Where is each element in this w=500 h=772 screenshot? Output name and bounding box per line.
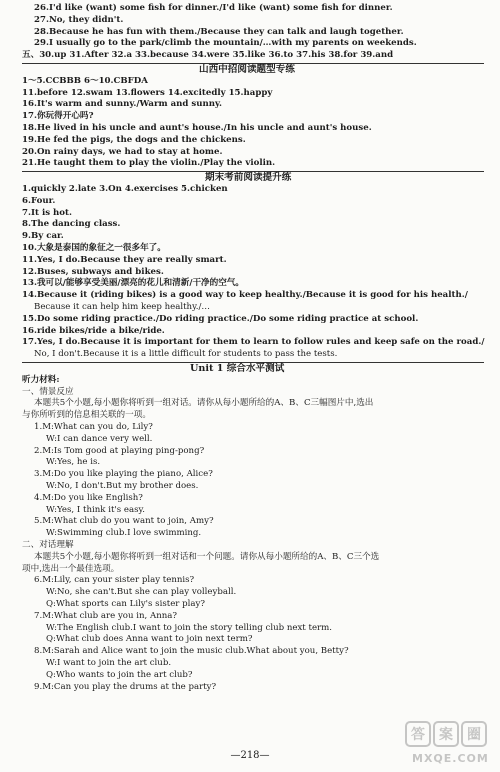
dialogue-line: 7.M:What club are you in, Anna? [34,610,177,621]
instruction-line: 本题共5个小题,每小题你将听到一组对话和一个问题。请你从每小题所给的A、B、C三个选 [34,551,380,562]
dialogue-line: 9.M:Can you play the drums at the party? [34,681,217,692]
answer-line: 1～5.CCBBB 6～10.CBFDA [22,75,148,86]
answer-line: 6.Four. [22,195,56,206]
answer-line: 五、30.up 31.After 32.a 33.because 34.were 35.like 36.to 37.his 38.for 39.and [22,50,394,61]
answer-line: 14.Because it (riding bikes) is a good way to keep healthy./Because it is good for his health./ [22,290,468,301]
part-heading: 二、对话理解 [22,540,74,550]
answer-line: 26.I'd like (want) some fish for dinner./I'd like (want) some fish for dinner. [34,3,393,13]
answer-line: 27.No, they didn't. [34,14,124,25]
answer-line: Because it can help him keep healthy./… [34,302,211,312]
answer-line: 13.我可以/能够享受美丽/漂亮的花儿和清新/干净的空气。 [22,278,245,289]
dialogue-line: 5.M:What club do you want to join, Amy? [34,516,214,527]
section-heading: 山西中招阅读题型专练 [199,64,295,75]
instruction-line: 本题共5个小题,每小题你将听到一组对话。请你从每小题所给的A、B、C三幅图片中,选出 [34,398,374,409]
svg-text:圈: 圈 [467,727,481,743]
answer-line: No, I don't.Because it is a little difficult for students to pass the tests. [34,349,338,360]
dialogue-line: 2.M:Is Tom good at playing ping-pong? [34,445,205,456]
instruction-line: 与你所听到的信息相关联的一项。 [22,410,151,421]
answer-line: 20.On rainy days, we had to stay at home. [22,146,223,157]
answer-line: 16.It's warm and sunny./Warm and sunny. [22,99,222,110]
dialogue-line: W:The English club.I want to join the story telling club next term. [46,622,333,633]
answer-line: 28.Because he has fun with them./Because they can talk and laugh together. [34,26,404,37]
answer-line: 9.By car. [22,231,64,242]
listening-label: 听力材料: [22,374,60,385]
dialogue-line: Q:What sports can Lily's sister play? [46,599,205,609]
answer-line: 21.He taught them to play the violin./Play the violin. [22,158,276,169]
answer-line: 17.你玩得开心吗? [22,111,94,122]
answer-line: 16.ride bikes/ride a bike/ride. [22,325,165,336]
svg-text:答: 答 [411,727,425,743]
dialogue-line: 1.M:What can you do, Lily? [34,422,153,432]
answer-line: 10.大象是泰国的象征之一很多年了。 [22,243,166,253]
dialogue-line: W:Yes, I think it's easy. [46,504,145,515]
dialogue-line: W:Swimming club.I love swimming. [46,528,202,539]
section-heading: 期末考前阅读提升练 [205,172,292,184]
dialogue-line: W:I want to join the art club. [46,658,172,668]
dialogue-line: W:No, I don't.But my brother does. [46,481,199,491]
instruction-line: 项中,选出一个最佳选项。 [22,563,120,574]
page-number: —218— [230,750,270,761]
answer-line: 17.Yes, I do.Because it is important for them to learn to follow rules and keep safe on the road./ [22,337,485,348]
part-heading: 一、情景反应 [22,386,74,397]
answer-line: 18.He lived in his uncle and aunt's house./In his uncle and aunt's house. [22,123,372,133]
answer-line: 8.The dancing class. [22,219,121,230]
dialogue-line: 3.M:Do you like playing the piano, Alice? [34,469,213,480]
answer-line: 11.before 12.swam 13.flowers 14.excitedly 15.happy [22,87,273,98]
dialogue-line: Q:What club does Anna want to join next term? [46,634,253,645]
answer-line: 11.Yes, I do.Because they are really smart. [22,254,227,265]
dialogue-line: 8.M:Sarah and Alice want to join the music club.What about you, Betty? [34,646,349,657]
watermark-logo [404,720,496,770]
answer-line: 29.I usually go to the park/climb the mountain/…with my parents on weekends. [34,38,417,49]
answer-line: 12.Buses, subways and bikes. [22,266,164,277]
dialogue-line: Q:Who wants to join the art club? [46,669,193,680]
dialogue-line: 4.M:Do you like English? [34,492,143,503]
answer-line: 15.Do some riding practice./Do riding practice./Do some riding practice at school. [22,313,419,324]
answer-line: 7.It is hot. [22,207,72,218]
watermark-url: MXQE.COM [412,752,489,765]
dialogue-line: W:Yes, he is. [46,457,101,468]
answer-line: 19.He fed the pigs, the dogs and the chickens. [22,134,246,145]
dialogue-line: W:I can dance very well. [46,433,153,444]
answer-line: 1.quickly 2.late 3.On 4.exercises 5.chicken [22,184,228,194]
unit-heading: Unit 1 综合水平测试 [190,363,285,374]
dialogue-line: 6.M:Lily, can your sister play tennis? [34,575,195,586]
dialogue-line: W:No, she can't.But she can play volleyball. [46,587,237,598]
svg-text:案: 案 [439,727,453,743]
